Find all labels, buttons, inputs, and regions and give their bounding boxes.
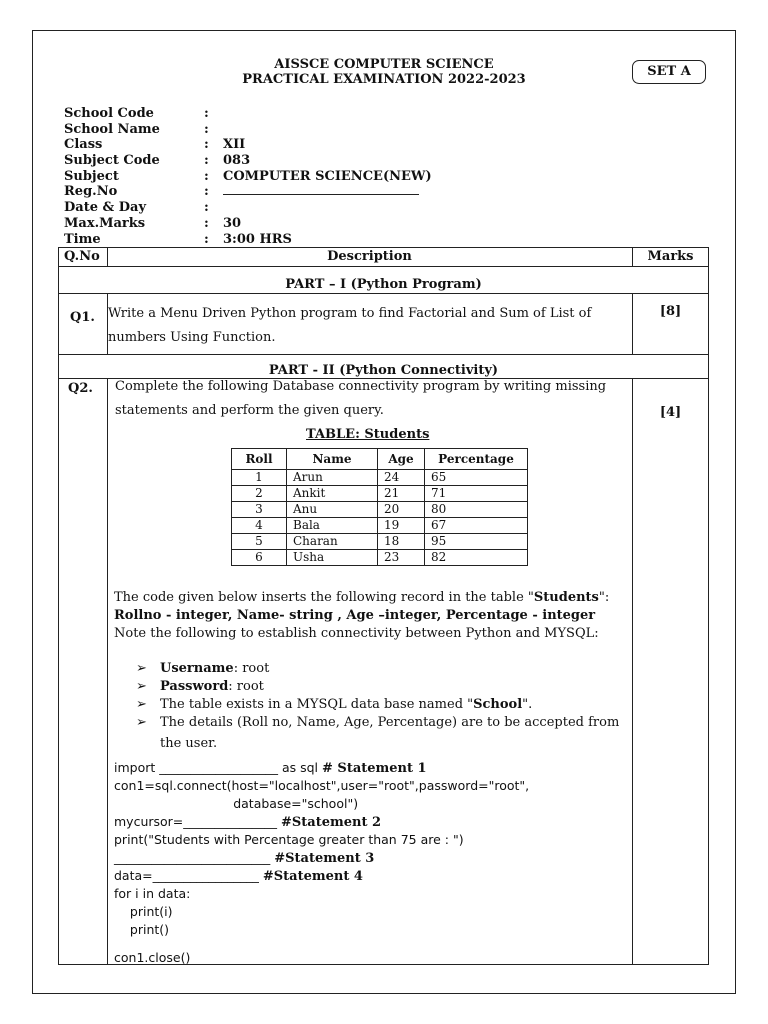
divider (632, 293, 633, 354)
column-header: Age (378, 449, 425, 470)
part2-heading: PART - II (Python Connectivity) (268, 363, 499, 378)
table-row (232, 486, 528, 502)
info-label: Time (64, 231, 101, 247)
code-line-10: print() (114, 922, 170, 937)
code-line-7: data=_________________ #Statement 4 (114, 868, 363, 884)
note-line: Note the following to establish connectivity between Python and MYSQL: (114, 626, 599, 641)
code-line-3: database="school") (114, 796, 359, 811)
info-value: 083 (223, 153, 251, 169)
info-value: COMPUTER SCIENCE(NEW) (223, 168, 432, 184)
column-header: Percentage (425, 449, 528, 470)
cell-percentage: 67 (425, 518, 528, 534)
divider (58, 354, 709, 355)
cell-roll: 2 (232, 486, 287, 502)
table-header-row (232, 449, 528, 470)
code-line-6: _________________________ #Statement 3 (114, 850, 375, 866)
cell-age: 20 (378, 502, 425, 518)
code-line-8: for i in data: (114, 886, 191, 901)
column-header: Name (287, 449, 378, 470)
cell-name: Ankit (287, 486, 378, 502)
divider (107, 378, 108, 965)
info-label: Class (64, 137, 103, 153)
cell-percentage: 95 (425, 534, 528, 550)
header-marks: Marks (647, 249, 694, 264)
code-line-1: import ___________________ as sql # Statement 1 (114, 760, 427, 776)
header-description: Description (327, 249, 412, 264)
table-row (232, 502, 528, 518)
info-value: 30 (223, 215, 242, 231)
inserts-text: The code given below inserts the following record in the table "Students": (114, 590, 610, 605)
code-line-2: con1=sql.connect(host="localhost",user="root",password="root", (114, 778, 530, 793)
cell-roll: 3 (232, 502, 287, 518)
table-row (232, 534, 528, 550)
info-value: 3:00 HRS (223, 231, 292, 247)
arrow-bullet-icon: ➢ (136, 697, 147, 712)
q1-number: Q1. (70, 310, 95, 325)
set-badge: SET A (632, 60, 706, 84)
cell-roll: 1 (232, 470, 287, 486)
cell-percentage: 71 (425, 486, 528, 502)
info-label: Subject (64, 168, 119, 184)
info-label: School Code (64, 106, 154, 121)
info-label: Reg.No (64, 184, 118, 200)
code-line-4: mycursor=_______________ #Statement 2 (114, 814, 382, 830)
info-value: XII (223, 137, 246, 153)
cell-name: Arun (287, 470, 378, 486)
table-row (232, 518, 528, 534)
divider (58, 266, 709, 267)
cell-roll: 6 (232, 550, 287, 566)
table-row (232, 550, 528, 566)
cell-name: Charan (287, 534, 378, 550)
reg-no-blank-line (223, 184, 419, 195)
cell-age: 21 (378, 486, 425, 502)
q1-text: Write a Menu Driven Python program to find Factorial and Sum of List of numbers Using Function. (108, 306, 592, 345)
cell-name: Bala (287, 518, 378, 534)
column-header: Roll (232, 449, 287, 470)
divider (632, 378, 633, 965)
cell-percentage: 80 (425, 502, 528, 518)
cell-age: 23 (378, 550, 425, 566)
arrow-bullet-icon: ➢ (136, 715, 147, 730)
cell-percentage: 65 (425, 470, 528, 486)
cell-roll: 5 (232, 534, 287, 550)
info-label: Subject Code (64, 153, 160, 169)
table-row (232, 470, 528, 486)
arrow-bullet-icon: ➢ (136, 661, 147, 676)
cell-age: 19 (378, 518, 425, 534)
cell-name: Usha (287, 550, 378, 566)
students-table (231, 448, 528, 566)
cell-name: Anu (287, 502, 378, 518)
fields-line: Rollno - integer, Name- string , Age –integer, Percentage - integer (114, 608, 596, 623)
cell-roll: 4 (232, 518, 287, 534)
code-line-9: print(i) (114, 904, 173, 919)
table-title: TABLE: Students (306, 427, 430, 442)
cell-age: 24 (378, 470, 425, 486)
cell-percentage: 82 (425, 550, 528, 566)
info-label: School Name (64, 121, 160, 137)
cell-age: 18 (378, 534, 425, 550)
code-line-5: print("Students with Percentage greater than 75 are : ") (114, 832, 464, 847)
q2-number: Q2. (68, 381, 93, 396)
info-label: Max.Marks (64, 215, 146, 231)
exam-title-line1: AISSCE COMPUTER SCIENCE (274, 57, 494, 72)
arrow-bullet-icon: ➢ (136, 679, 147, 694)
info-label: Date & Day (64, 200, 147, 216)
q1-marks: [8] (659, 304, 682, 319)
code-line-11: con1.close() (114, 950, 191, 965)
exam-title-line2: PRACTICAL EXAMINATION 2022-2023 (242, 72, 526, 87)
part1-heading: PART – I (Python Program) (285, 277, 482, 292)
q2-intro: Complete the following Database connectivity program by writing missing statements and perform the given query. (115, 379, 607, 418)
q2-marks: [4] (659, 405, 682, 420)
header-qno: Q.No (64, 249, 100, 264)
divider (58, 293, 709, 294)
